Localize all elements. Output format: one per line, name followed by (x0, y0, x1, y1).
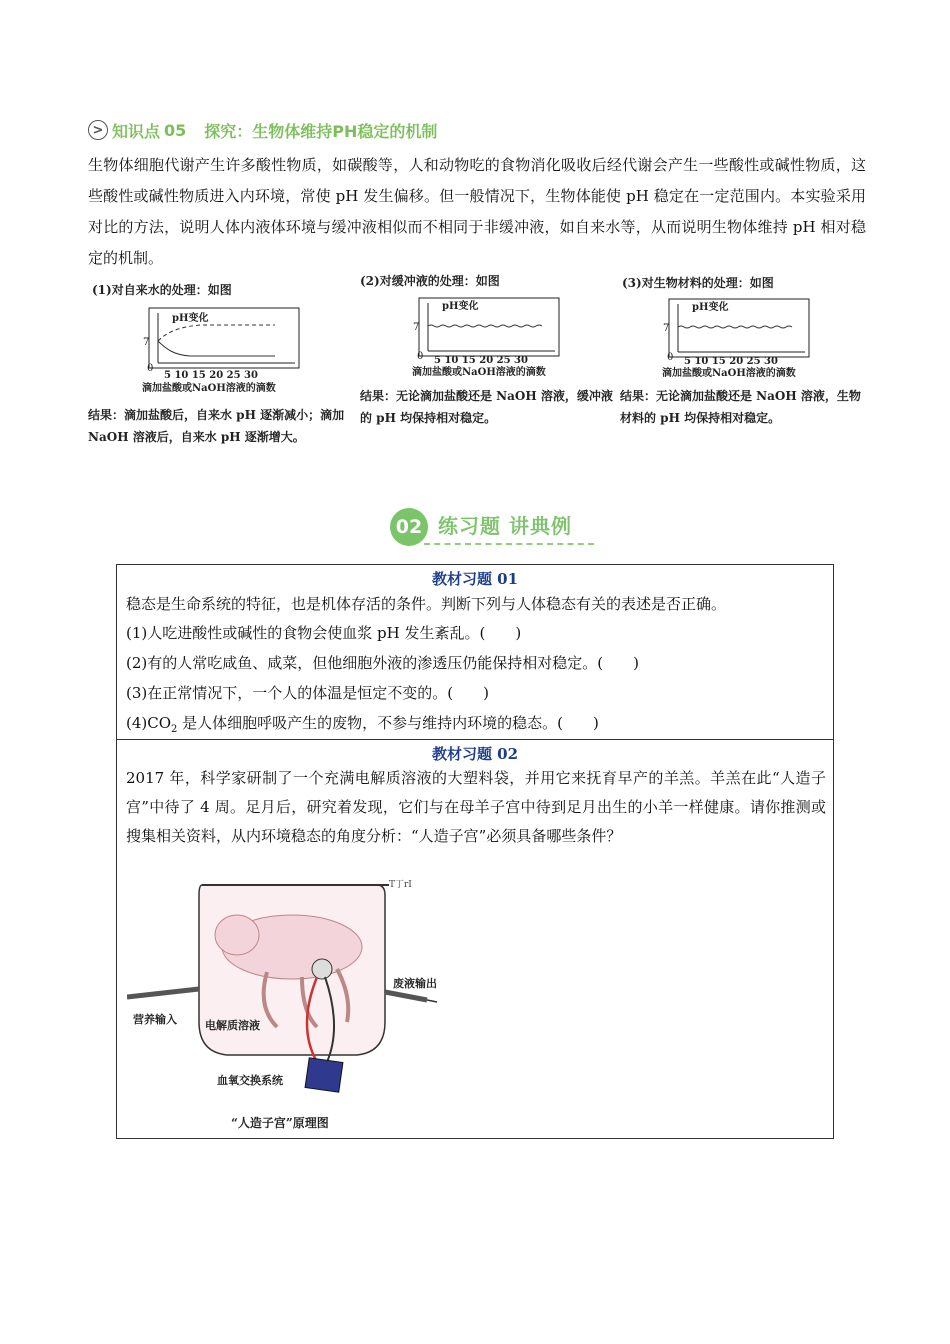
fig1-chart (140, 305, 310, 397)
label-exchange: 血氧交换系统 (217, 1074, 283, 1087)
fig2-caption: (2)对缓冲液的处理：如图 (360, 274, 500, 288)
fig1-caption: (1)对自来水的处理：如图 (92, 283, 232, 297)
nutrient-tube (127, 989, 199, 997)
fig1-xticks: 5 10 15 20 25 30 (164, 370, 258, 381)
fig1-ytick: 7 (143, 337, 150, 348)
knowledge-point-title (88, 116, 437, 144)
fig1-result-line1: 结果：滴加盐酸后，自来水 pH 逐渐减小；滴加 (88, 408, 345, 422)
fig2-origin: 0 (417, 351, 424, 362)
exercise-divider (116, 739, 834, 740)
exercise1-prompt: 稳态是生命系统的特征，也是机体存活的条件。判断下列与人体稳态有关的表述是否正确。 (126, 595, 727, 613)
waste-tube (385, 992, 427, 1000)
fig3-xlabel: 滴加盐酸或NaOH溶液的滴数 (662, 368, 796, 379)
label-electrolyte: 电解质溶液 (205, 1019, 260, 1032)
fig3-frame (669, 299, 809, 357)
fig2-result (360, 385, 620, 429)
fig1-result-line2: NaOH 溶液后，自来水 pH 逐渐增大。 (88, 430, 305, 444)
fig2-chart (410, 295, 570, 380)
arrow-circle-icon: > (88, 120, 108, 140)
fig1-result (88, 404, 368, 448)
item4-prefix: (4)CO (126, 714, 172, 732)
bag-top-mark: T丁rI (389, 880, 412, 890)
fig3-result (620, 385, 865, 429)
fig3-result-line2: 材料的 pH 均保持相对稳定。 (620, 411, 781, 425)
kp-number: 05 (164, 120, 187, 140)
section-underline (424, 543, 594, 545)
oxygen-exchange-box (305, 1058, 343, 1092)
section-number-badge: 02 (390, 508, 428, 546)
kp-label: 知识点 (112, 121, 161, 141)
fig3-origin: 0 (667, 352, 674, 363)
diagram-caption: “人造子宫”原理图 (231, 1116, 329, 1130)
fig1-origin: 0 (147, 363, 154, 374)
fig3-chart (660, 296, 820, 381)
fig3-result-line1: 结果：无论滴加盐酸还是 NaOH 溶液，生物 (620, 389, 861, 403)
label-nutrient: 营养输入 (133, 1013, 177, 1026)
umbilical-port (312, 959, 332, 979)
item4-sub: 2 (171, 724, 178, 735)
fig3-caption: (3)对生物材料的处理：如图 (622, 276, 774, 290)
fig2-ytick: 7 (413, 322, 420, 333)
label-waste: 废液输出 (393, 977, 437, 990)
fig2-xlabel: 滴加盐酸或NaOH溶液的滴数 (412, 367, 546, 378)
section-title: 练习题 讲典例 (438, 514, 572, 538)
exercise2-text: 2017 年，科学家研制了一个充满电解质溶液的大塑料袋，并用它来抚育早产的羊羔。羊羔在此“人造子宫”中待了 4 周。足月后，研究着发现，它们与在母羊子宫中待到足月出生的小羊一样健康。请你推测或搜集相关资料，从内环境稳态的角度分析：“人造子宫”必须具备哪些条件？ (126, 769, 826, 845)
fig3-ylabel: pH变化 (692, 302, 729, 313)
fig1-xlabel: 滴加盐酸或NaOH溶液的滴数 (142, 383, 276, 394)
fig1-ylabel: pH变化 (172, 313, 209, 324)
item4-suffix: 是人体细胞呼吸产生的废物，不参与维持内环境的稳态。( ) (177, 714, 599, 732)
fig2-result-line2: 的 pH 均保持相对稳定。 (360, 411, 497, 425)
fig2-frame (419, 298, 559, 356)
exercise1-item-4 (126, 712, 599, 735)
exercise1-item-2: (2)有的人常吃咸鱼、咸菜，但他细胞外液的渗透压仍能保持相对稳定。( ) (126, 654, 639, 672)
exercise1-item-3: (3)在正常情况下，一个人的体温是恒定不变的。( ) (126, 684, 489, 702)
exercise1-heading: 教材习题 01 (431, 570, 519, 588)
exercise1-item-1: (1)人吃进酸性或碱性的食物会使血浆 pH 发生紊乱。( ) (126, 624, 522, 642)
fig3-ytick: 7 (663, 323, 670, 334)
fig3-xticks: 5 10 15 20 25 30 (684, 356, 778, 367)
kp-heading: 探究：生物体维持PH稳定的机制 (204, 121, 438, 141)
fig2-result-line1: 结果：无论滴加盐酸还是 NaOH 溶液，缓冲液 (360, 389, 613, 403)
fig2-ylabel: pH变化 (442, 301, 479, 312)
exercise-table (116, 564, 834, 1139)
artificial-womb-diagram (127, 877, 447, 1139)
fig2-xticks: 5 10 15 20 25 30 (434, 355, 528, 366)
intro-paragraph: 生物体细胞代谢产生许多酸性物质，如碳酸等，人和动物吃的食物消化吸收后经代谢会产生一些酸性或碱性物质，这些酸性或碱性物质进入内环境，常使 pH 发生偏移。但一般情况下，生物体能使 pH 稳定在一定范围内。本实验采用对比的方法，说明人体内液体环境与缓冲液相似而不相同于非缓冲液，如自来水等，从而说明生物体维持 pH 相对稳定的机制。 (88, 156, 866, 267)
lamb-head (215, 915, 259, 955)
exercise2-heading: 教材习题 02 (431, 745, 519, 763)
waste-arrow (427, 1000, 437, 1002)
